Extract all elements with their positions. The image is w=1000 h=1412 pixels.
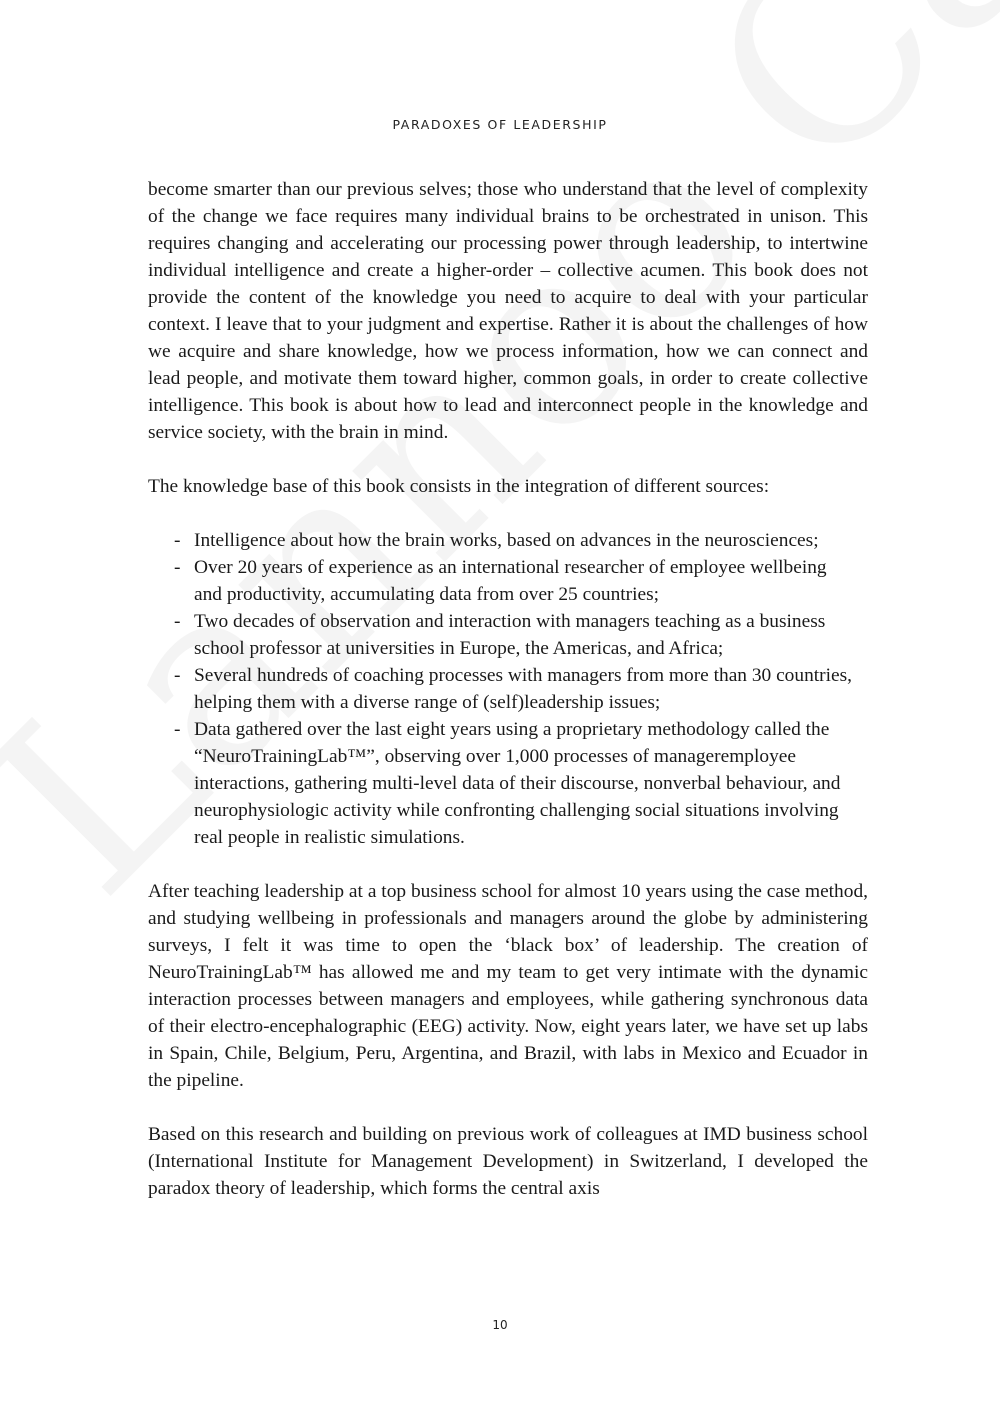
list-item: [174, 662, 868, 716]
body-paragraph-4: Based on this research and building on previous work of colleagues at IMD business school (International Institute for Management Development) in Switzerland, I developed the paradox theory of leadership, which forms the central axis: [148, 1124, 868, 1199]
list-item-text: Intelligence about how the brain works, based on advances in the neurosciences;: [194, 530, 819, 551]
bullet-dash-icon: -: [174, 557, 181, 578]
bullet-dash-icon: -: [174, 611, 181, 632]
bullet-dash-icon: -: [174, 530, 181, 551]
body-paragraph-1: become smarter than our previous selves; those who understand that the level of complexity of the change we face requires many individual brains to be orchestrated in unison. This requires changing and accelerating our processing power through leadership, to intertwine individual intelligence and create a higher-order – collective acumen. This book does not provide the content of the knowledge you need to acquire to deal with your particular context. I leave that to your judgment and expertise. Rather it is about the challenges of how we acquire and share knowledge, how we process information, how we can connect and lead people, and motivate them toward higher, common goals, in order to create collective intelligence. This book is about how to lead and interconnect people in the knowledge and service society, with the brain in mind.: [148, 179, 868, 443]
running-header: PARADOXES OF LEADERSHIP: [392, 117, 608, 132]
list-item-text: Several hundreds of coaching processes with managers from more than 30 countries, helping them with a diverse range of (self)leadership issues;: [194, 665, 853, 713]
body-paragraph-3: After teaching leadership at a top business school for almost 10 years using the case method, and studying wellbeing in professionals and managers around the globe by administering surveys, I felt it was time to open the ‘black box’ of leadership. The creation of NeuroTrainingLab™ has allowed me and my team to get very intimate with the dynamic interaction processes between managers and employees, while gathering synchronous data of their electro-encephalographic (EEG) activity. Now, eight years later, we have set up labs in Spain, Chile, Belgium, Peru, Argentina, and Brazil, with labs in Mexico and Ecuador in the pipeline.: [148, 881, 868, 1091]
list-item: [174, 716, 868, 851]
list-item: [174, 527, 868, 554]
list-item: [174, 608, 868, 662]
sources-list: [148, 527, 868, 851]
bullet-dash-icon: -: [174, 719, 181, 740]
body-paragraph-2: The knowledge base of this book consists in the integration of different sources:: [148, 476, 770, 497]
list-item-text: Data gathered over the last eight years using a proprietary methodology called the “NeuroTrainingLab™”, observing over 1,000 processes of manageremployee interactions, gathering multi-level data of their discourse, nonverbal behaviour, and neurophysiologic activity while confronting challenging social situations involving real people in realistic simulations.: [194, 719, 841, 848]
page-body: [148, 176, 868, 1202]
page-number: 10: [492, 1318, 508, 1332]
list-item: [174, 554, 868, 608]
list-item-text: Over 20 years of experience as an international researcher of employee wellbeing and productivity, accumulating data from over 25 countries;: [194, 557, 827, 605]
bullet-dash-icon: -: [174, 665, 181, 686]
list-item-text: Two decades of observation and interaction with managers teaching as a business school professor at universities in Europe, the Americas, and Africa;: [194, 611, 826, 659]
